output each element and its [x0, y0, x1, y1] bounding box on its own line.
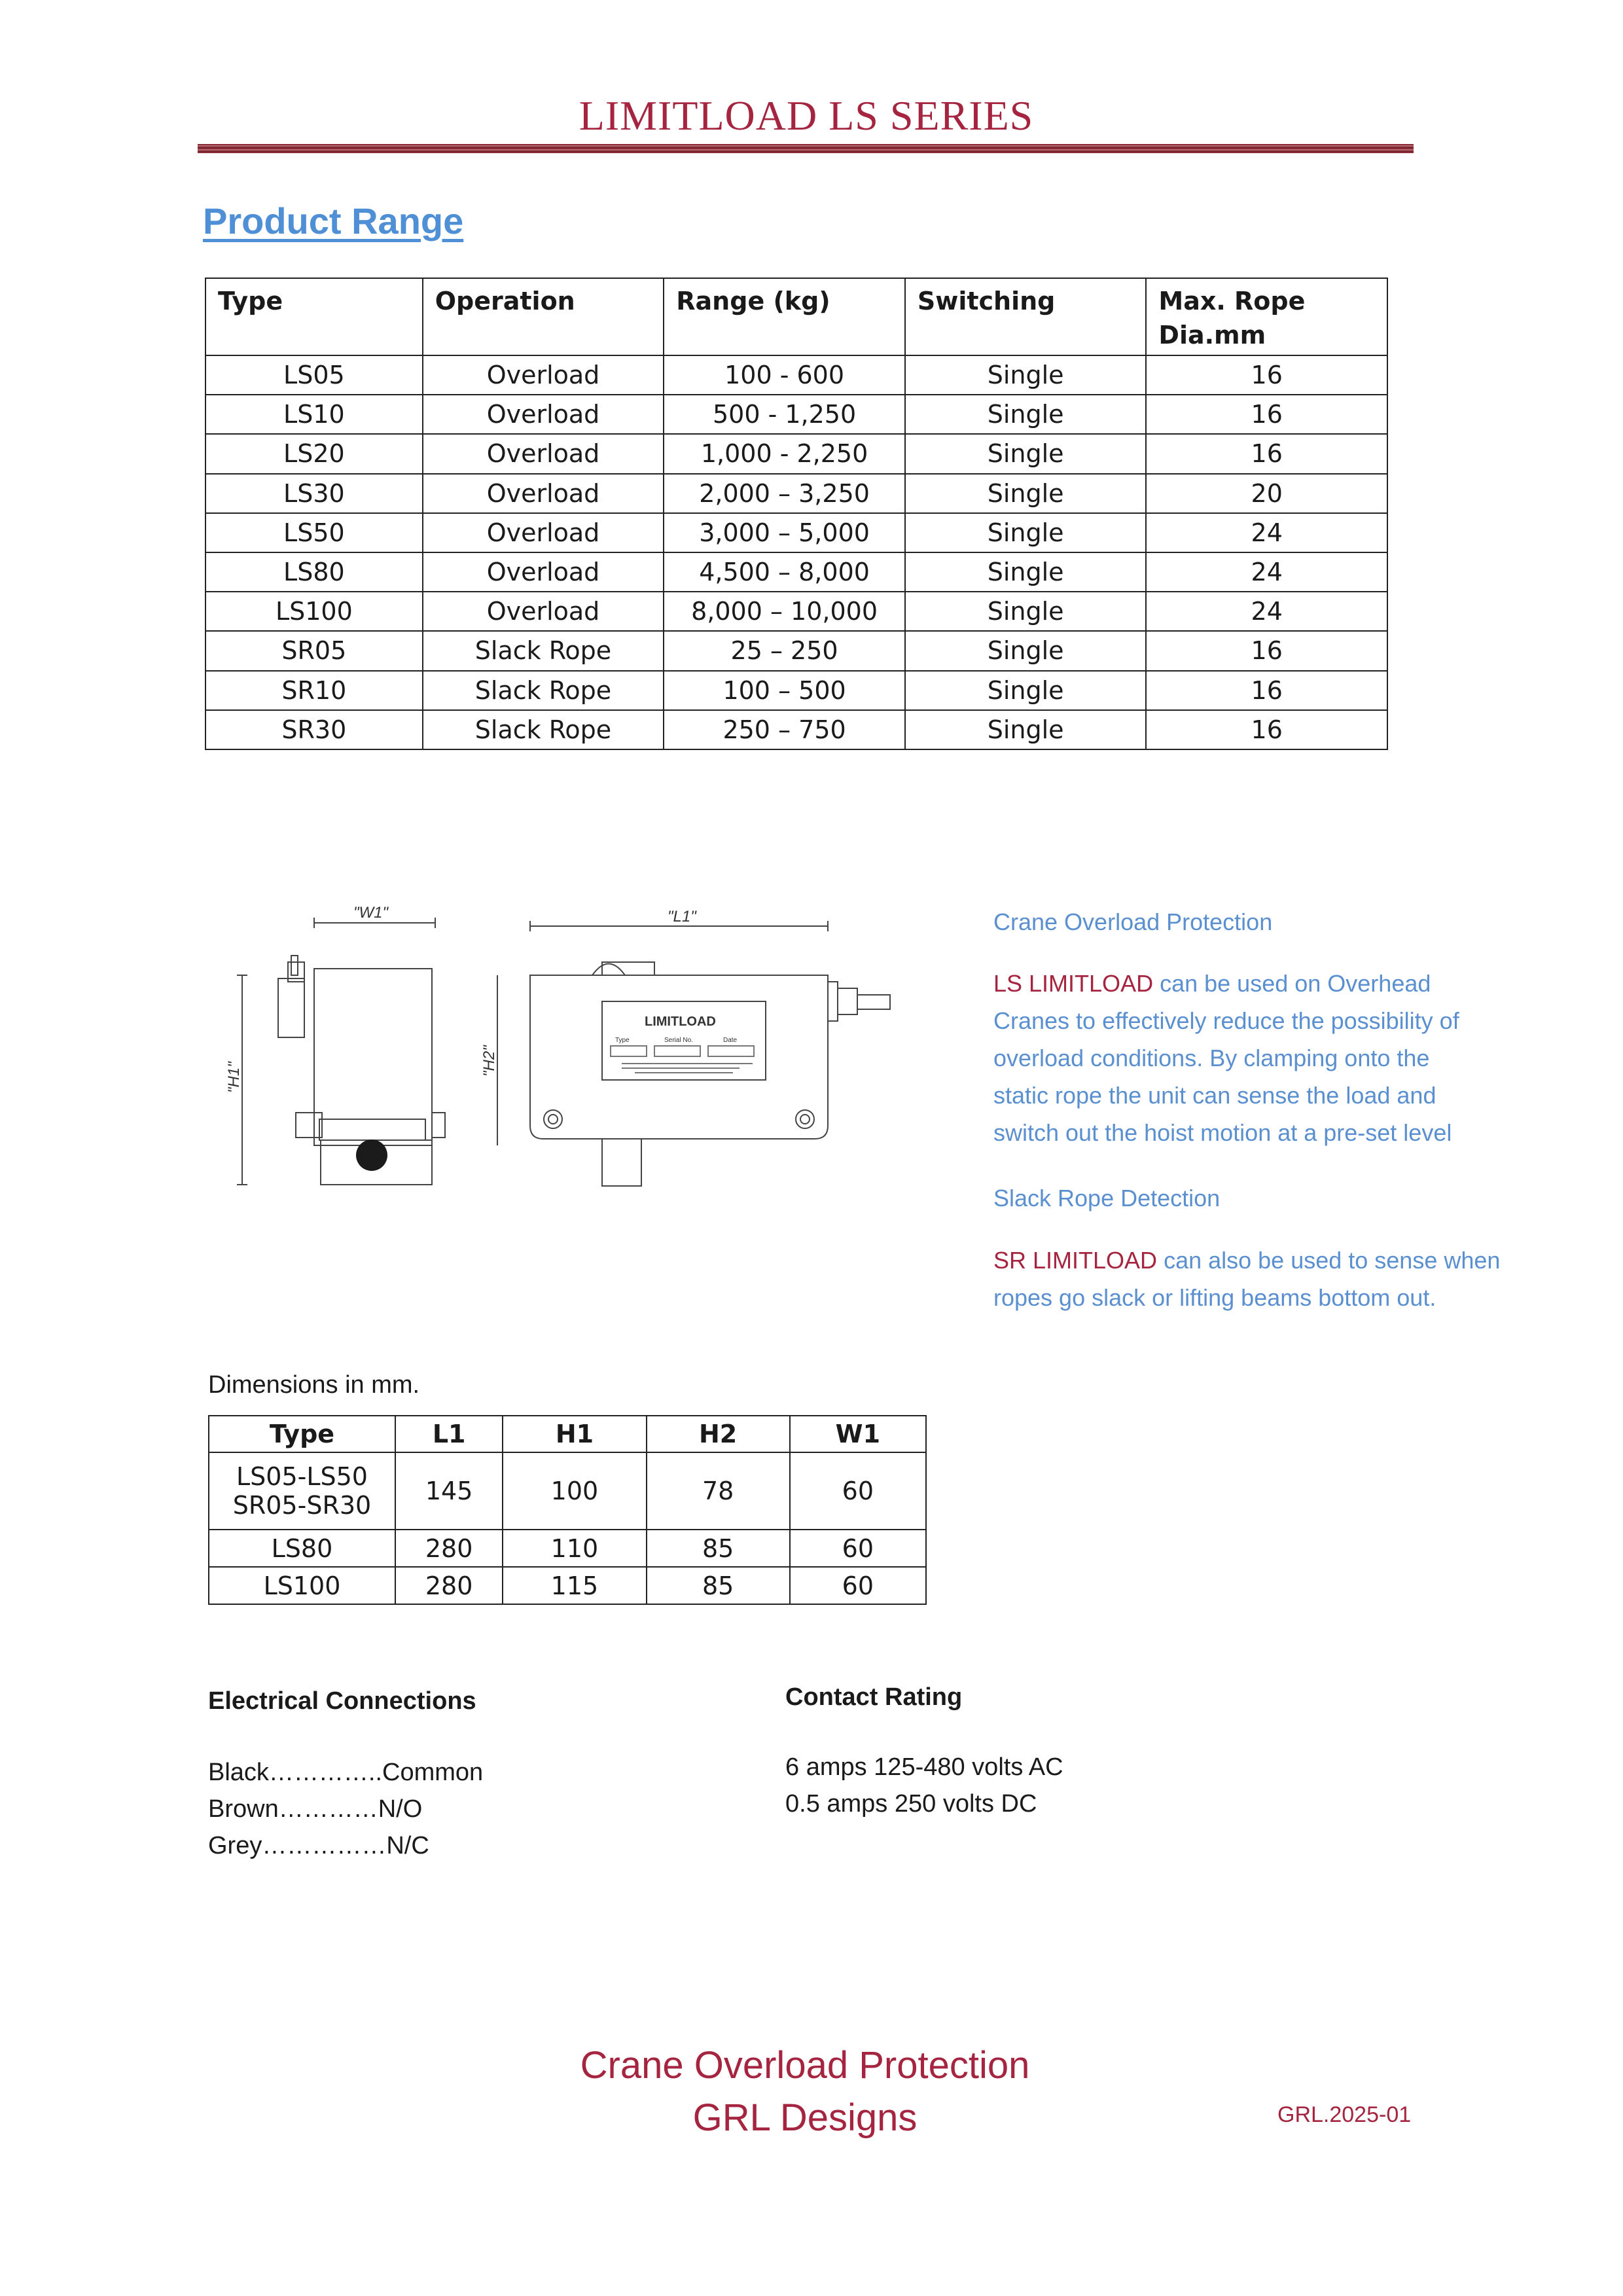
type-cell: LS100 — [209, 1567, 395, 1604]
operation-cell: Overload — [423, 474, 664, 513]
contact-rating-heading: Contact Rating — [785, 1683, 963, 1711]
ls-description-line: Cranes to effectively reduce the possibility of — [993, 1007, 1459, 1034]
rope-diameter-cell: 24 — [1146, 592, 1387, 631]
type-line: SR05-SR30 — [232, 1491, 372, 1520]
document-title: LIMITLOAD LS SERIES — [579, 92, 1034, 139]
range-cell: 4,500 – 8,000 — [664, 552, 905, 592]
h2-cell: 85 — [647, 1530, 790, 1567]
operation-cell: Overload — [423, 513, 664, 552]
column-header: Type — [205, 278, 423, 355]
column-header: Operation — [423, 278, 664, 355]
h1-cell: 115 — [503, 1567, 646, 1604]
range-cell: 100 – 500 — [664, 671, 905, 710]
rope-diameter-cell: 20 — [1146, 474, 1387, 513]
column-header: Switching — [905, 278, 1147, 355]
switching-cell: Single — [905, 434, 1147, 473]
range-cell: 3,000 – 5,000 — [664, 513, 905, 552]
product-range-table — [205, 278, 1388, 750]
table-row — [205, 592, 1387, 631]
column-header: Type — [209, 1416, 395, 1452]
ls-description-line — [993, 965, 1517, 1002]
electrical-connections-heading: Electrical Connections — [208, 1687, 476, 1715]
footer-company: GRL Designs — [692, 2096, 918, 2139]
table-row — [209, 1567, 926, 1604]
l1-label: "L1" — [668, 908, 696, 925]
connection-line: Black…………..Common — [208, 1759, 484, 1786]
type-cell: LS05 — [205, 355, 423, 395]
h2-label: "H2" — [480, 1045, 498, 1077]
w1-cell: 60 — [790, 1567, 926, 1604]
range-cell: 500 - 1,250 — [664, 395, 905, 434]
ls-description-line: static rope the unit can sense the load and — [993, 1082, 1436, 1109]
w1-label: "W1" — [353, 904, 389, 922]
dimensions-table — [208, 1415, 927, 1605]
type-cell: SR05 — [205, 631, 423, 670]
sr-description-text: can also be used to sense when — [1157, 1247, 1501, 1274]
switching-cell: Single — [905, 552, 1147, 592]
rope-diameter-cell: 16 — [1146, 395, 1387, 434]
ls-description — [993, 965, 1517, 1151]
range-cell: 8,000 – 10,000 — [664, 592, 905, 631]
switching-cell: Single — [905, 355, 1147, 395]
rope-diameter-cell: 16 — [1146, 671, 1387, 710]
rope-diameter-cell: 16 — [1146, 434, 1387, 473]
table-row — [205, 434, 1387, 473]
table-row — [205, 552, 1387, 592]
table-row — [209, 1452, 926, 1530]
type-cell: SR10 — [205, 671, 423, 710]
table-row — [205, 355, 1387, 395]
l1-cell: 280 — [395, 1567, 503, 1604]
type-cell: LS10 — [205, 395, 423, 434]
operation-cell: Overload — [423, 592, 664, 631]
h2-cell: 78 — [647, 1452, 790, 1530]
type-cell: LS100 — [205, 592, 423, 631]
header-rule — [198, 144, 1414, 153]
rope-diameter-cell: 24 — [1146, 552, 1387, 592]
switching-cell: Single — [905, 513, 1147, 552]
column-header: H2 — [647, 1416, 790, 1452]
table-row — [205, 631, 1387, 670]
range-cell: 2,000 – 3,250 — [664, 474, 905, 513]
w1-cell: 60 — [790, 1452, 926, 1530]
table-row — [205, 710, 1387, 749]
type-cell: LS30 — [205, 474, 423, 513]
dimensions-caption: Dimensions in mm. — [208, 1371, 420, 1399]
w1-cell: 60 — [790, 1530, 926, 1567]
switching-cell: Single — [905, 631, 1147, 670]
type-cell: LS80 — [209, 1530, 395, 1567]
switching-cell: Single — [905, 474, 1147, 513]
type-line: LS05-LS50 — [236, 1462, 368, 1491]
l1-cell: 280 — [395, 1530, 503, 1567]
rope-diameter-cell: 16 — [1146, 631, 1387, 670]
ls-description-text: can be used on Overhead — [1153, 970, 1431, 997]
overload-protection-heading: Crane Overload Protection — [993, 908, 1273, 935]
rope-diameter-cell: 16 — [1146, 355, 1387, 395]
sr-limitload-label: SR LIMITLOAD — [993, 1247, 1158, 1274]
table-row — [205, 474, 1387, 513]
range-cell: 250 – 750 — [664, 710, 905, 749]
type-cell: LS20 — [205, 434, 423, 473]
operation-cell: Slack Rope — [423, 631, 664, 670]
switching-cell: Single — [905, 671, 1147, 710]
h1-label: "H1" — [225, 1062, 243, 1093]
l1-cell: 145 — [395, 1452, 503, 1530]
switching-cell: Single — [905, 710, 1147, 749]
rating-line: 0.5 amps 250 volts DC — [785, 1790, 1037, 1818]
product-range-heading: Product Range — [203, 200, 464, 242]
column-header: W1 — [790, 1416, 926, 1452]
plate-field-date: Date — [723, 1037, 738, 1044]
rating-line: 6 amps 125-480 volts AC — [785, 1753, 1063, 1781]
contact-rating-list — [785, 1749, 1063, 1822]
range-cell: 1,000 - 2,250 — [664, 434, 905, 473]
table-row — [205, 513, 1387, 552]
rope-diameter-cell: 16 — [1146, 710, 1387, 749]
range-cell: 100 - 600 — [664, 355, 905, 395]
range-cell: 25 – 250 — [664, 631, 905, 670]
sr-description-line: ropes go slack or lifting beams bottom out. — [993, 1284, 1436, 1311]
table-header-row — [205, 278, 1387, 355]
type-cell: SR30 — [205, 710, 423, 749]
operation-cell: Slack Rope — [423, 710, 664, 749]
rope-diameter-cell: 24 — [1146, 513, 1387, 552]
connection-line: Grey……………N/C — [208, 1832, 429, 1859]
h2-cell: 85 — [647, 1567, 790, 1604]
type-cell — [209, 1452, 395, 1530]
column-header-line: Dia.mm — [1158, 321, 1266, 350]
operation-cell: Overload — [423, 434, 664, 473]
switching-cell: Single — [905, 592, 1147, 631]
column-header — [1146, 278, 1387, 355]
ls-description-line: switch out the hoist motion at a pre-set level — [993, 1119, 1452, 1146]
column-header: L1 — [395, 1416, 503, 1452]
plate-title: LIMITLOAD — [645, 1014, 716, 1029]
plate-field-type: Type — [615, 1037, 630, 1044]
connection-line: Brown…………N/O — [208, 1795, 423, 1823]
operation-cell: Overload — [423, 552, 664, 592]
column-header-line: Max. Rope — [1158, 287, 1306, 315]
table-row — [205, 395, 1387, 434]
type-cell: LS50 — [205, 513, 423, 552]
operation-cell: Overload — [423, 355, 664, 395]
column-header: Range (kg) — [664, 278, 905, 355]
switching-cell: Single — [905, 395, 1147, 434]
unit-drawing — [216, 897, 923, 1204]
plate-field-serial: Serial No. — [664, 1037, 693, 1044]
table-row — [209, 1530, 926, 1567]
document-code: GRL.2025-01 — [1277, 2102, 1412, 2127]
operation-cell: Overload — [423, 395, 664, 434]
table-row — [205, 671, 1387, 710]
ls-description-line: overload conditions. By clamping onto the — [993, 1045, 1430, 1071]
column-header: H1 — [503, 1416, 646, 1452]
table-header-row — [209, 1416, 926, 1452]
h1-cell: 100 — [503, 1452, 646, 1530]
slack-rope-heading: Slack Rope Detection — [993, 1185, 1221, 1211]
operation-cell: Slack Rope — [423, 671, 664, 710]
electrical-connections-list — [208, 1754, 483, 1864]
ls-limitload-label: LS LIMITLOAD — [993, 970, 1154, 997]
footer-tagline: Crane Overload Protection — [580, 2044, 1030, 2087]
type-cell: LS80 — [205, 552, 423, 592]
h1-cell: 110 — [503, 1530, 646, 1567]
sr-description-line — [993, 1242, 1517, 1279]
sr-description — [993, 1242, 1517, 1316]
